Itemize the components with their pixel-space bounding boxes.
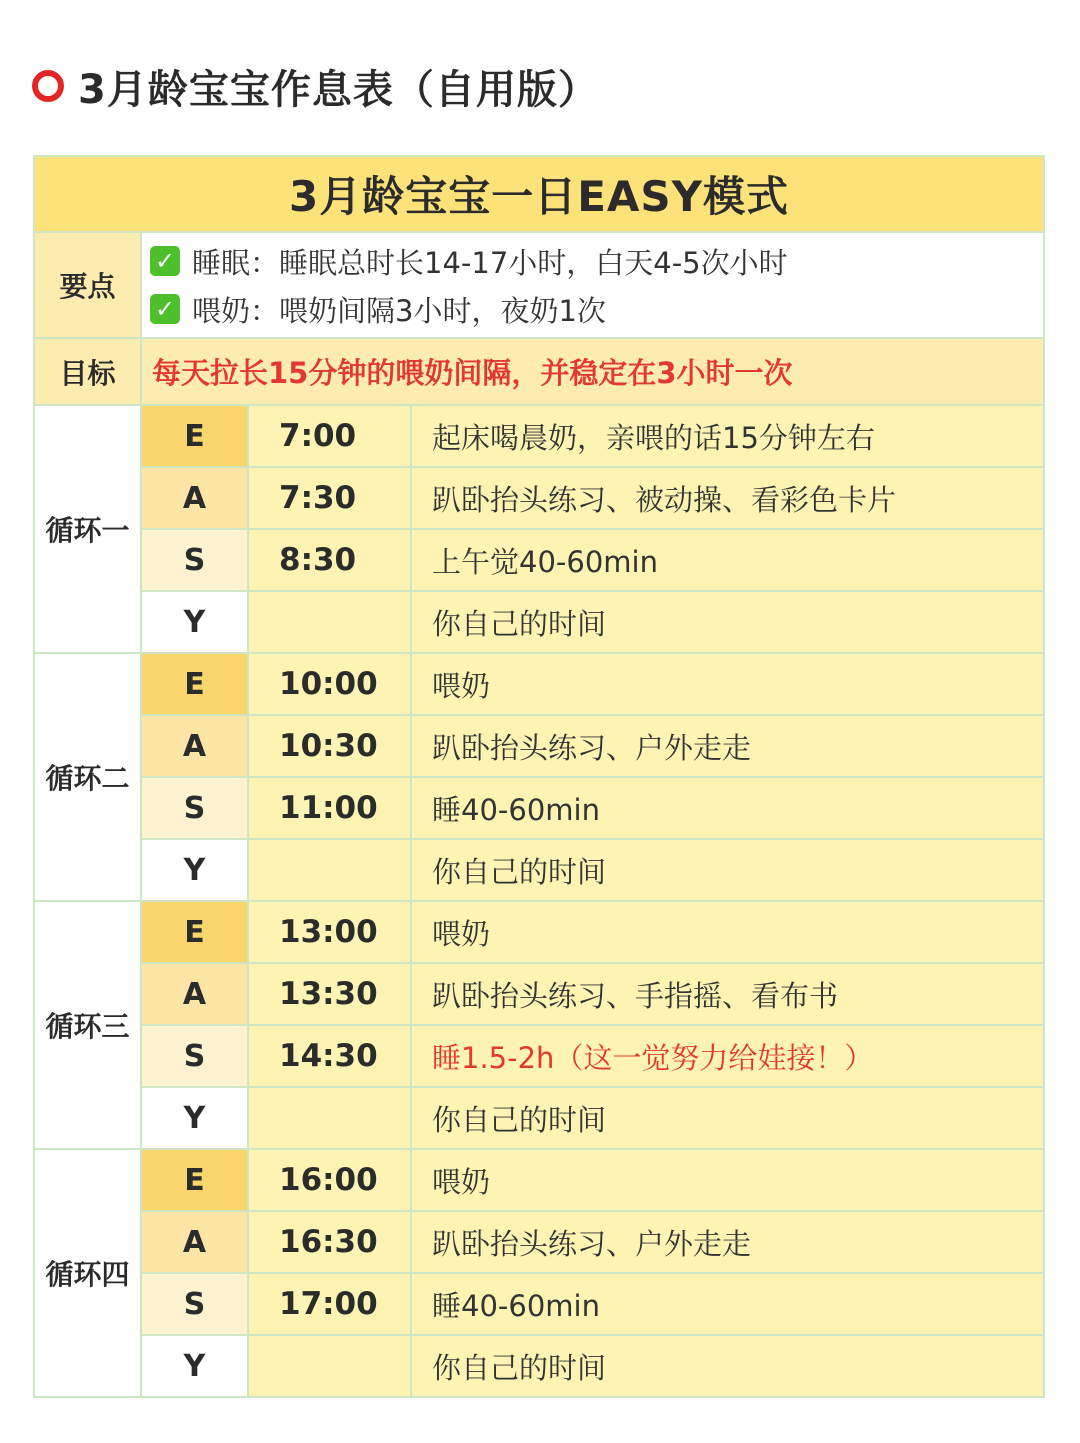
easy-letter: A — [141, 1211, 248, 1273]
activity-description: 喂奶 — [411, 901, 1044, 963]
activity-description: 你自己的时间 — [411, 1335, 1044, 1397]
easy-letter: S — [141, 1025, 248, 1087]
points-content — [141, 232, 1044, 338]
activity-description: 睡40-60min — [411, 777, 1044, 839]
easy-letter: E — [141, 901, 248, 963]
easy-letter: Y — [141, 839, 248, 901]
activity-description: 你自己的时间 — [411, 839, 1044, 901]
easy-letter: A — [141, 715, 248, 777]
time-cell — [248, 591, 411, 653]
cycle-label: 循环三 — [34, 901, 141, 1149]
activity-description: 喂奶 — [411, 1149, 1044, 1211]
activity-description: 起床喝晨奶，亲喂的话15分钟左右 — [411, 405, 1044, 467]
time-cell: 16:30 — [248, 1211, 411, 1273]
table-row — [34, 963, 1044, 1025]
time-cell — [248, 839, 411, 901]
activity-description: 你自己的时间 — [411, 591, 1044, 653]
activity-description: 睡40-60min — [411, 1273, 1044, 1335]
activity-description: 上午觉40-60min — [411, 529, 1044, 591]
page-title-text: 3月龄宝宝作息表（自用版） — [78, 66, 599, 113]
red-circle-icon — [32, 70, 64, 102]
table-row — [34, 1087, 1044, 1149]
time-cell — [248, 1335, 411, 1397]
activity-description: 睡1.5-2h（这一觉努力给娃接！） — [411, 1025, 1044, 1087]
easy-letter: A — [141, 963, 248, 1025]
easy-letter: E — [141, 653, 248, 715]
time-cell: 10:30 — [248, 715, 411, 777]
time-cell: 14:30 — [248, 1025, 411, 1087]
table-row — [34, 1149, 1044, 1211]
time-cell: 13:30 — [248, 963, 411, 1025]
easy-letter: S — [141, 777, 248, 839]
easy-letter: E — [141, 1149, 248, 1211]
easy-letter: S — [141, 529, 248, 591]
time-cell: 13:00 — [248, 901, 411, 963]
cycle-label: 循环四 — [34, 1149, 141, 1397]
activity-description: 趴卧抬头练习、被动操、看彩色卡片 — [411, 467, 1044, 529]
easy-letter: E — [141, 405, 248, 467]
cycle-label: 循环二 — [34, 653, 141, 901]
time-cell: 7:00 — [248, 405, 411, 467]
activity-description: 你自己的时间 — [411, 1087, 1044, 1149]
table-row — [34, 529, 1044, 591]
table-row — [34, 405, 1044, 467]
time-cell: 10:00 — [248, 653, 411, 715]
easy-schedule-table — [33, 155, 1045, 1398]
activity-description: 趴卧抬头练习、户外走走 — [411, 715, 1044, 777]
easy-letter: A — [141, 467, 248, 529]
table-row — [34, 901, 1044, 963]
goal-label: 目标 — [34, 338, 141, 405]
page-title — [32, 60, 599, 112]
table-banner: 3月龄宝宝一日EASY模式 — [34, 156, 1044, 232]
check-mark-icon: ✓ — [150, 294, 180, 324]
easy-letter: S — [141, 1273, 248, 1335]
easy-letter: Y — [141, 1087, 248, 1149]
time-cell: 7:30 — [248, 467, 411, 529]
activity-description: 喂奶 — [411, 653, 1044, 715]
time-cell: 11:00 — [248, 777, 411, 839]
activity-description: 趴卧抬头练习、户外走走 — [411, 1211, 1044, 1273]
check-mark-icon: ✓ — [150, 246, 180, 276]
table-row — [34, 653, 1044, 715]
table-row — [34, 777, 1044, 839]
time-cell: 17:00 — [248, 1273, 411, 1335]
table-row — [34, 839, 1044, 901]
easy-letter: Y — [141, 1335, 248, 1397]
table-row — [34, 1273, 1044, 1335]
easy-letter: Y — [141, 591, 248, 653]
time-cell: 16:00 — [248, 1149, 411, 1211]
points-label: 要点 — [34, 232, 141, 338]
table-row — [34, 1335, 1044, 1397]
goal-text: 每天拉长15分钟的喂奶间隔，并稳定在3小时一次 — [141, 338, 1044, 405]
point-item-feeding — [150, 285, 1043, 333]
table-row — [34, 715, 1044, 777]
table-row — [34, 467, 1044, 529]
cycle-label: 循环一 — [34, 405, 141, 653]
point-text: 喂奶：喂奶间隔3小时，夜奶1次 — [192, 293, 606, 328]
point-item-sleep — [150, 237, 1043, 285]
time-cell — [248, 1087, 411, 1149]
table-row — [34, 1211, 1044, 1273]
time-cell: 8:30 — [248, 529, 411, 591]
table-row — [34, 591, 1044, 653]
table-row — [34, 1025, 1044, 1087]
activity-description: 趴卧抬头练习、手指摇、看布书 — [411, 963, 1044, 1025]
point-text: 睡眠：睡眠总时长14-17小时，白天4-5次小时 — [192, 245, 788, 280]
